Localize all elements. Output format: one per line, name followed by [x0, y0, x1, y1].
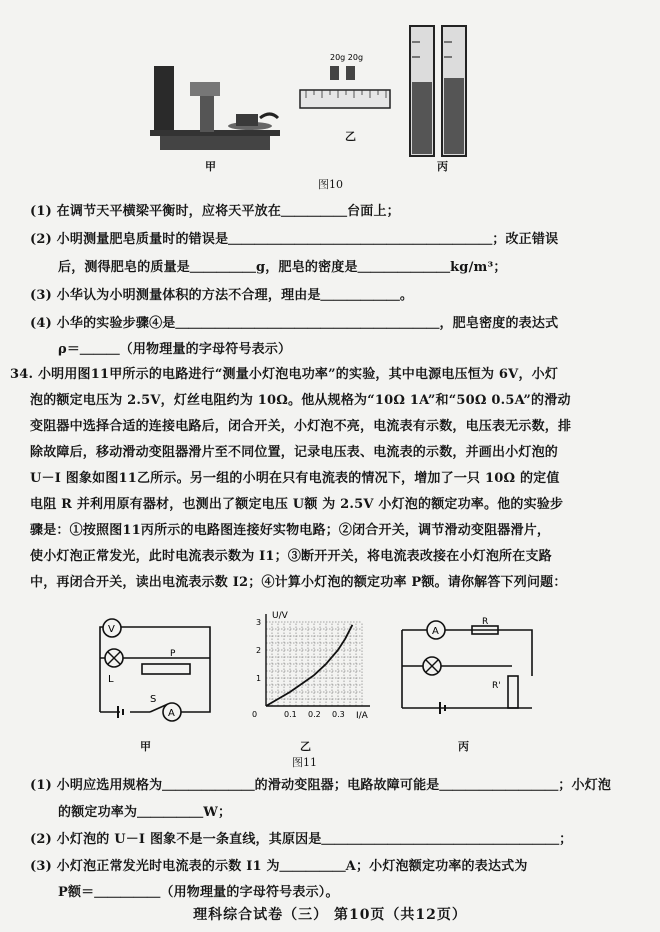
y-tick-label: 3 [256, 618, 262, 627]
q34-part-1-line-1: (1) 小明应选用规格为＿＿＿＿＿＿＿的滑动变阻器；电路故障可能是＿＿＿＿＿＿＿＿＿；小灯泡 [30, 778, 612, 793]
x-tick-label: 0 [252, 710, 258, 719]
q34-line-4: 除故障后，移动滑动变阻器滑片至不同位置，记录电压表、电流表的示数，并画出小灯泡的 [30, 445, 559, 460]
measuring-cylinders-image [410, 26, 466, 156]
q33-part-3: (3) 小华认为小明测量体积的方法不合理，理由是＿＿＿＿＿＿。 [30, 288, 414, 303]
q34-line-8: 使小灯泡正常发光，此时电流表示数为 I1；③断开开关，将电流表改接在小灯泡所在支路 [30, 549, 552, 564]
u-i-graph [248, 606, 378, 726]
figure-11-label-c: 丙 [458, 740, 469, 753]
q34-part-1-line-2: 的额定功率为＿＿＿＿＿W； [58, 805, 232, 820]
q33-part-1: (1) 在调节天平横梁平衡时，应将天平放在＿＿＿＿＿台面上； [30, 204, 400, 219]
balance-scale-image [150, 66, 280, 150]
x-tick-label: 0.2 [308, 710, 321, 719]
q34-line-3: 变阻器中选择合适的连接电路后，闭合开关，小灯泡不亮，电流表有示数，电压表无示数，排 [30, 419, 572, 434]
figure-10-label-a: 甲 [205, 160, 216, 173]
weights-ruler-image [300, 53, 390, 108]
page-footer: 理科综合试卷（三） 第10页（共12页） [193, 907, 467, 923]
weights-label: 20g 20g [330, 53, 364, 62]
q34-part-3-line-2: P额＝＿＿＿＿＿（用物理量的字母符号表示）。 [58, 885, 339, 900]
ammeter-a-c: A [432, 626, 439, 637]
figure-11-label-a: 甲 [140, 740, 151, 753]
figure-11-label-b: 乙 [300, 740, 311, 753]
q34-line-9: 中，再闭合开关，读出电流表示数 I2；④计算小灯泡的额定功率 P额。请你解答下列问题： [30, 575, 567, 590]
y-tick-label: 2 [256, 646, 262, 655]
figure-10-illustrations [140, 22, 480, 172]
q34-line-7: 骤是：①按照图11丙所示的电路图连接好实物电路；②闭合开关，调节滑动变阻器滑片， [30, 523, 551, 538]
ammeter-a: A [168, 708, 175, 719]
u-i-curve [266, 625, 352, 706]
circuit-diagram-c [392, 616, 542, 726]
circuit-diagram-a [70, 612, 220, 727]
x-tick-label: 0.3 [332, 710, 345, 719]
y-tick-label: 1 [256, 674, 262, 683]
y-axis-label: U/V [272, 611, 288, 621]
q34-line-2: 泡的额定电压为 2.5V，灯丝电阻约为 10Ω。他从规格为“10Ω 1A”和“50Ω 0.5A”的滑动 [30, 393, 571, 408]
x-tick-label: 0.1 [284, 710, 297, 719]
voltmeter-v: V [108, 624, 115, 635]
q33-part-4-line-1: (4) 小华的实验步骤④是＿＿＿＿＿＿＿＿＿＿＿＿＿＿＿＿＿＿＿＿，肥皂密度的表达式 [30, 316, 559, 331]
figure-10-label-c: 丙 [437, 160, 448, 173]
x-axis-label: I/A [356, 711, 368, 721]
figure-11-caption: 图11 [292, 756, 317, 769]
q34-line-6: 电阻 R 并利用原有器材，也测出了额定电压 U额 为 2.5V 小灯泡的额定功率。他的实验步 [30, 497, 564, 512]
figure-10-caption: 图10 [318, 178, 343, 191]
resistor-r-label: R [482, 617, 489, 627]
q33-part-2-line-2: 后，测得肥皂的质量是＿＿＿＿＿g，肥皂的密度是＿＿＿＿＿＿＿kg/m³； [58, 260, 507, 275]
slider-p-label: P [170, 649, 176, 659]
rheostat-label: R' [492, 681, 501, 691]
q34-line-1: 34. 小明用图11甲所示的电路进行“测量小灯泡电功率”的实验，其中电源电压恒为 6V，小灯 [10, 367, 559, 382]
q34-line-5: U－I 图象如图11乙所示。另一组的小明在只有电流表的情况下，增加了一只 10Ω 的定值 [30, 471, 560, 486]
q34-part-3-line-1: (3) 小灯泡正常发光时电流表的示数 I1 为＿＿＿＿＿A；小灯泡额定功率的表达式为 [30, 859, 528, 874]
switch-label: S [150, 694, 157, 705]
figure-10-label-b: 乙 [345, 130, 356, 143]
q33-part-2-line-1: (2) 小明测量肥皂质量时的错误是＿＿＿＿＿＿＿＿＿＿＿＿＿＿＿＿＿＿＿＿；改正错误 [30, 232, 559, 247]
lamp-label: L [108, 674, 114, 685]
q33-part-4-line-2: ρ＝＿＿＿（用物理量的字母符号表示） [58, 342, 292, 357]
q34-part-2: (2) 小灯泡的 U－I 图象不是一条直线，其原因是＿＿＿＿＿＿＿＿＿＿＿＿＿＿＿＿＿＿； [30, 832, 573, 847]
